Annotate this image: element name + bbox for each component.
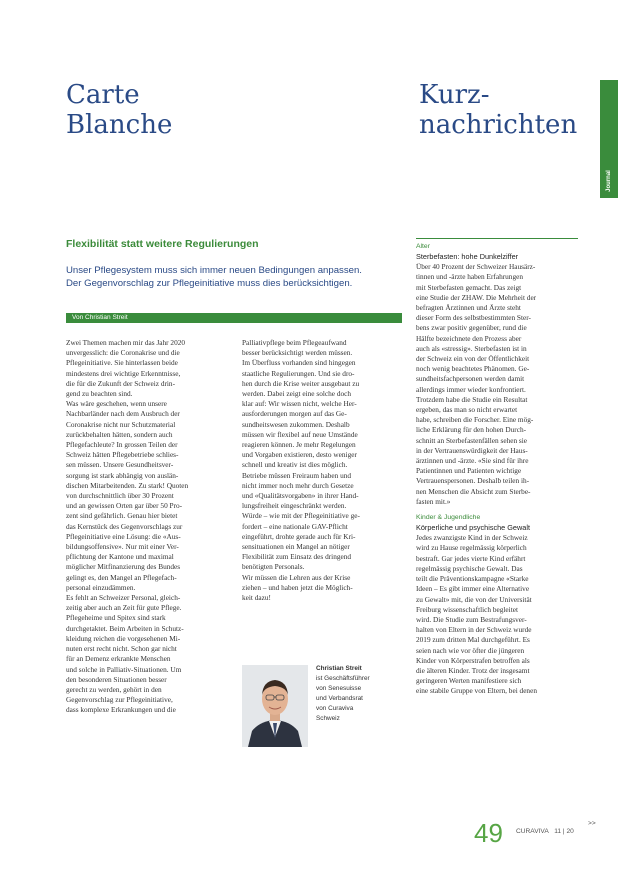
news-text-line: seien nach wie vor öfter die jüngeren [416, 645, 525, 655]
caption-line: und Verbandsrat [316, 695, 363, 702]
news-text-line: noch wenig beachtetes Phänomen. Ge- [416, 364, 530, 374]
text-line: von durchschnittlich über 30 Prozent [66, 491, 174, 501]
news-text-line: wird zu Hause regelmässig körperlich [416, 543, 527, 553]
text-line: sundheitswesen zukommen. Deshalb [242, 419, 350, 429]
article-column-1 [66, 338, 232, 716]
news-top-divider [416, 238, 578, 239]
text-line: Pflegefachleute? In grossen Teilen der [66, 440, 178, 450]
text-line: den besonderen Situationen besser [66, 674, 167, 684]
news-text-line: Patientinnen und Patienten wichtige [416, 466, 522, 476]
text-line: dischen Mitarbeitenden. Zu stark! Quoten [66, 480, 189, 490]
text-line: Zwei Themen machen mir das Jahr 2020 [66, 338, 186, 347]
text-line: lungsfreiheit eingeschränkt werden. [242, 501, 347, 511]
news-text-line: sundheitsfachpersonen werden damit [416, 374, 525, 384]
caption-line: Schweiz [316, 715, 340, 722]
news-text-line: geringeren Werten manifestiere sich [416, 676, 522, 686]
magazine-brand [516, 828, 574, 835]
news-text-line: schnitt an Sterbefastenfällen sehen sie [416, 435, 528, 445]
news-item [416, 513, 578, 696]
text-line: Flexibilität zum Einsatz des dringend [242, 552, 352, 562]
text-line: Coronakrise nicht nur Schutzmaterial [66, 419, 176, 429]
text-line: zurückbehalten hätten, sondern auch [66, 429, 173, 439]
news-text-line: Kinder von Körperstrafen betroffen als [416, 655, 530, 665]
text-line: und Vorgaben existieren, desto weniger [242, 450, 357, 460]
text-line: kleidung reichen die vorgesehenen Mi- [66, 633, 181, 643]
article-lead [66, 264, 402, 290]
news-text-line: tinnen und -ärzte haben Erfahrungen [416, 272, 523, 282]
text-line: Was wäre geschehen, wenn unsere [66, 399, 167, 409]
text-line: pflichtung der Kantone und maximal [66, 552, 174, 562]
page-number: 49 [474, 818, 503, 848]
text-line: zeitig aber auch an Zeit für gute Pflege. [66, 603, 182, 613]
section-tab [600, 80, 618, 198]
title-line-2: nachrichten [419, 110, 578, 140]
text-line: personal einzudämmen. [66, 582, 136, 592]
article-column-2 [242, 338, 402, 603]
news-text-line: fasten mit.» [416, 496, 451, 506]
news-text-line: nen Menschen die Absicht zum Sterbe- [416, 486, 531, 496]
title-line-2: Blanche [66, 110, 173, 140]
text-line: durchgetaktet. Beim Arbeiten in Schutz- [66, 623, 184, 633]
text-line: Würde – wie mit der Pflegeinitiative ge- [242, 511, 360, 521]
news-column [416, 242, 578, 697]
news-text-line: Jedes zwanzigste Kind in der Schweiz [416, 533, 528, 543]
news-text-line: zu Gewalt» mit, die von der Universität [416, 594, 532, 604]
news-text-line: ärztinnen und -ärzte. «Sie sind für ihre [416, 456, 529, 466]
carte-blanche-title [66, 80, 172, 140]
news-text-line: Über 40 Prozent der Schweizer Hausärz- [416, 262, 536, 272]
text-line: klar auf: Wir wissen nicht, welche Her- [242, 399, 357, 409]
news-text-line: befragten Ärztinnen und Ärzte steht [416, 303, 521, 313]
text-line: und an gewissen Orten gar über 50 Pro- [66, 501, 183, 511]
news-text-line: der Schweiz ein von der Öffentlichkeit [416, 354, 530, 364]
news-text-line: ergeben, das man so nicht erwartet [416, 405, 518, 415]
text-line: zent sind gefährlich. Genau hier bietet [66, 511, 178, 521]
news-text-line: Hälfte bezeichnete den Prozess aber [416, 333, 522, 343]
news-headline: Körperliche und psychische Gewalt [416, 523, 530, 533]
text-line: Wir müssen die Lehren aus der Krise [242, 572, 351, 582]
text-line: keit dazu! [242, 593, 271, 603]
text-line: Im Überfluss vorhanden sind hingegen [242, 358, 356, 368]
author-caption [316, 664, 400, 724]
text-line: werden. Dabei zeigt eine solche doch [242, 389, 352, 399]
author-label: Von Christian Streit [72, 314, 128, 321]
news-text-line: wird. Die Studie zum Bestrafungsver- [416, 614, 527, 624]
news-text-line: eine stabile Gruppe von Eltern, bei denen [416, 686, 537, 696]
author-bio [316, 674, 400, 724]
text-line: das Kernstück des Gegenvorschlags zur [66, 521, 183, 531]
text-line: hen durch die Krise weiter ausgebaut zu [242, 378, 360, 388]
news-text-line: in der Vertrauenswürdigkeit der Haus- [416, 445, 528, 455]
news-text-line: Freiburg wissenschaftlich begleitet [416, 604, 518, 614]
text-line: unvergesslich: die Coronakrise und die [66, 348, 180, 358]
author-photo [242, 665, 308, 747]
news-text-line: Ideen – Es gibt immer eine Alternative [416, 584, 530, 594]
portrait-illustration [242, 665, 308, 747]
text-line: besser berücksichtigt werden müssen. [242, 348, 353, 358]
news-text-line: 2019 zum dritten Mal durchgeführt. Es [416, 635, 530, 645]
text-line: Pflegeinitiative eine Lösung: die «Aus- [66, 531, 181, 541]
article-subtitle: Flexibilität statt weitere Regulierungen [66, 238, 259, 250]
text-line: Pflegeheime und Spitex sind stark [66, 613, 166, 623]
text-line: dass komplexe Erkrankungen und die [66, 705, 176, 715]
text-line: Gegenvorschlag zur Pflegeinitiative, [66, 695, 173, 705]
author-name: Christian Streit [316, 665, 362, 672]
caption-line: von Senesuisse [316, 685, 362, 692]
text-line: nicht immer noch mehr durch Gesetze [242, 480, 354, 490]
brand-name: CURAVIVA [516, 828, 549, 835]
text-line: schnell und kreativ ist dies möglich. [242, 460, 348, 470]
lead-line: Unser Pflegesystem muss sich immer neuen Bedingungen anpassen. [66, 265, 362, 276]
text-line: und «Qualitätsvorgaben» in ihrer Hand- [242, 491, 359, 501]
news-text-line: habe, schreiben die Forscher. Eine mög- [416, 415, 534, 425]
text-line: staatliche Regulierungen. Und sie dro- [242, 368, 355, 378]
author-bar [66, 313, 402, 323]
title-line-1: Carte [66, 80, 140, 110]
news-text-line: Trotzdem habe die Studie ein Resultat [416, 394, 528, 404]
news-text-line: Vertrauenspersonen. Deshalb teilen ih- [416, 476, 530, 486]
news-text-line: die älteren Kinder. Trotz der insgesamt [416, 665, 530, 675]
text-line: und solche in Palliativ-Situationen. Um [66, 664, 182, 674]
text-line: nuten erst recht nicht. Schon gar nicht [66, 644, 177, 654]
title-line-1: Kurz- [419, 80, 490, 110]
text-line: Es fehlt an Schweizer Personal, gleich- [66, 593, 181, 603]
text-line: möglicher Mitfinanzierung des Bundes [66, 562, 181, 572]
news-text-line: eine Studie der ZHAW. Die Mehrheit der [416, 292, 537, 302]
text-line: müssen wir flexibel auf neue Umstände [242, 429, 358, 439]
text-line: fordert – eine nationale GAV-Pflicht [242, 521, 348, 531]
text-line: reagieren können. Je mehr Regelungen [242, 440, 356, 450]
text-line: ziehen – und haben jetzt die Möglich- [242, 582, 353, 592]
continue-arrow: >> [588, 820, 596, 827]
section-tab-label: Journal [606, 170, 612, 192]
news-text-line: allerdings immer wieder konfrontiert. [416, 384, 526, 394]
text-line: gelingt es, den Mangel an Pflegefach- [66, 572, 177, 582]
news-headline: Sterbefasten: hohe Dunkelziffer [416, 252, 519, 261]
news-text-line: halten von Eltern in der Schweiz wurde [416, 625, 532, 635]
news-text-line: liche Erklärung für den hohen Durch- [416, 425, 527, 435]
text-line: die für die Zukunft der Schweiz drin- [66, 378, 176, 388]
kurznachrichten-title [419, 80, 577, 140]
news-text-line: teilt die Präventionskampagne «Starke [416, 574, 529, 584]
news-text-line: dieser Form des selbstbestimmten Ster- [416, 313, 531, 323]
text-line: Pflegeinitiative. Sie hinterlassen beide [66, 358, 178, 368]
text-line: Palliativpflege beim Pflegeaufwand [242, 338, 347, 347]
lead-line: Der Gegenvorschlag zur Pflegeinitiative muss dies berücksichtigen. [66, 278, 353, 289]
news-text-line: mit Sterbefasten gemacht. Das zeigt [416, 282, 522, 292]
text-line: bildungsoffensive». Nur mit einer Ver- [66, 542, 179, 552]
text-line: ausforderungen morgen auf das Ge- [242, 409, 347, 419]
text-line: gerecht zu werden, gehört in den [66, 684, 162, 694]
text-line: benötigten Personals. [242, 562, 305, 572]
text-line: Schweiz hätten Pflegebetriebe schlies- [66, 450, 179, 460]
text-line: mindestens drei wichtige Erkenntnisse, [66, 368, 181, 378]
news-text-line: bens zwar positiv gegenüber, rund die [416, 323, 527, 333]
text-line: für an Demenz erkrankte Menschen [66, 654, 171, 664]
news-text-line: auch als «stressig». Sterbefasten ist in [416, 343, 527, 353]
news-text-line: bestraft. Gar jedes vierte Kind erfährt [416, 553, 526, 563]
text-line: eingeführt, drohte gerade auch für Kri- [242, 531, 356, 541]
text-line: sorgung ist stark abhängig von auslän- [66, 470, 179, 480]
caption-line: ist Geschäftsführer [316, 675, 370, 682]
text-line: Betriebe müssen Freiraum haben und [242, 470, 352, 480]
news-item [416, 242, 578, 507]
caption-line: von Curaviva [316, 705, 354, 712]
news-category: Kinder & Jugendliche [416, 514, 481, 522]
text-line: sen müssen. Unsere Gesundheitsver- [66, 460, 174, 470]
issue-number: 11 | 20 [554, 828, 574, 835]
text-line: gend zu beachten sind. [66, 389, 133, 399]
text-line: Nachbarländer nach dem Ausbruch der [66, 409, 180, 419]
news-category: Alter [416, 243, 430, 250]
news-text-line: regelmässig psychische Gewalt. Das [416, 563, 523, 573]
text-line: sensituationen ein Mangel an nötiger [242, 542, 350, 552]
